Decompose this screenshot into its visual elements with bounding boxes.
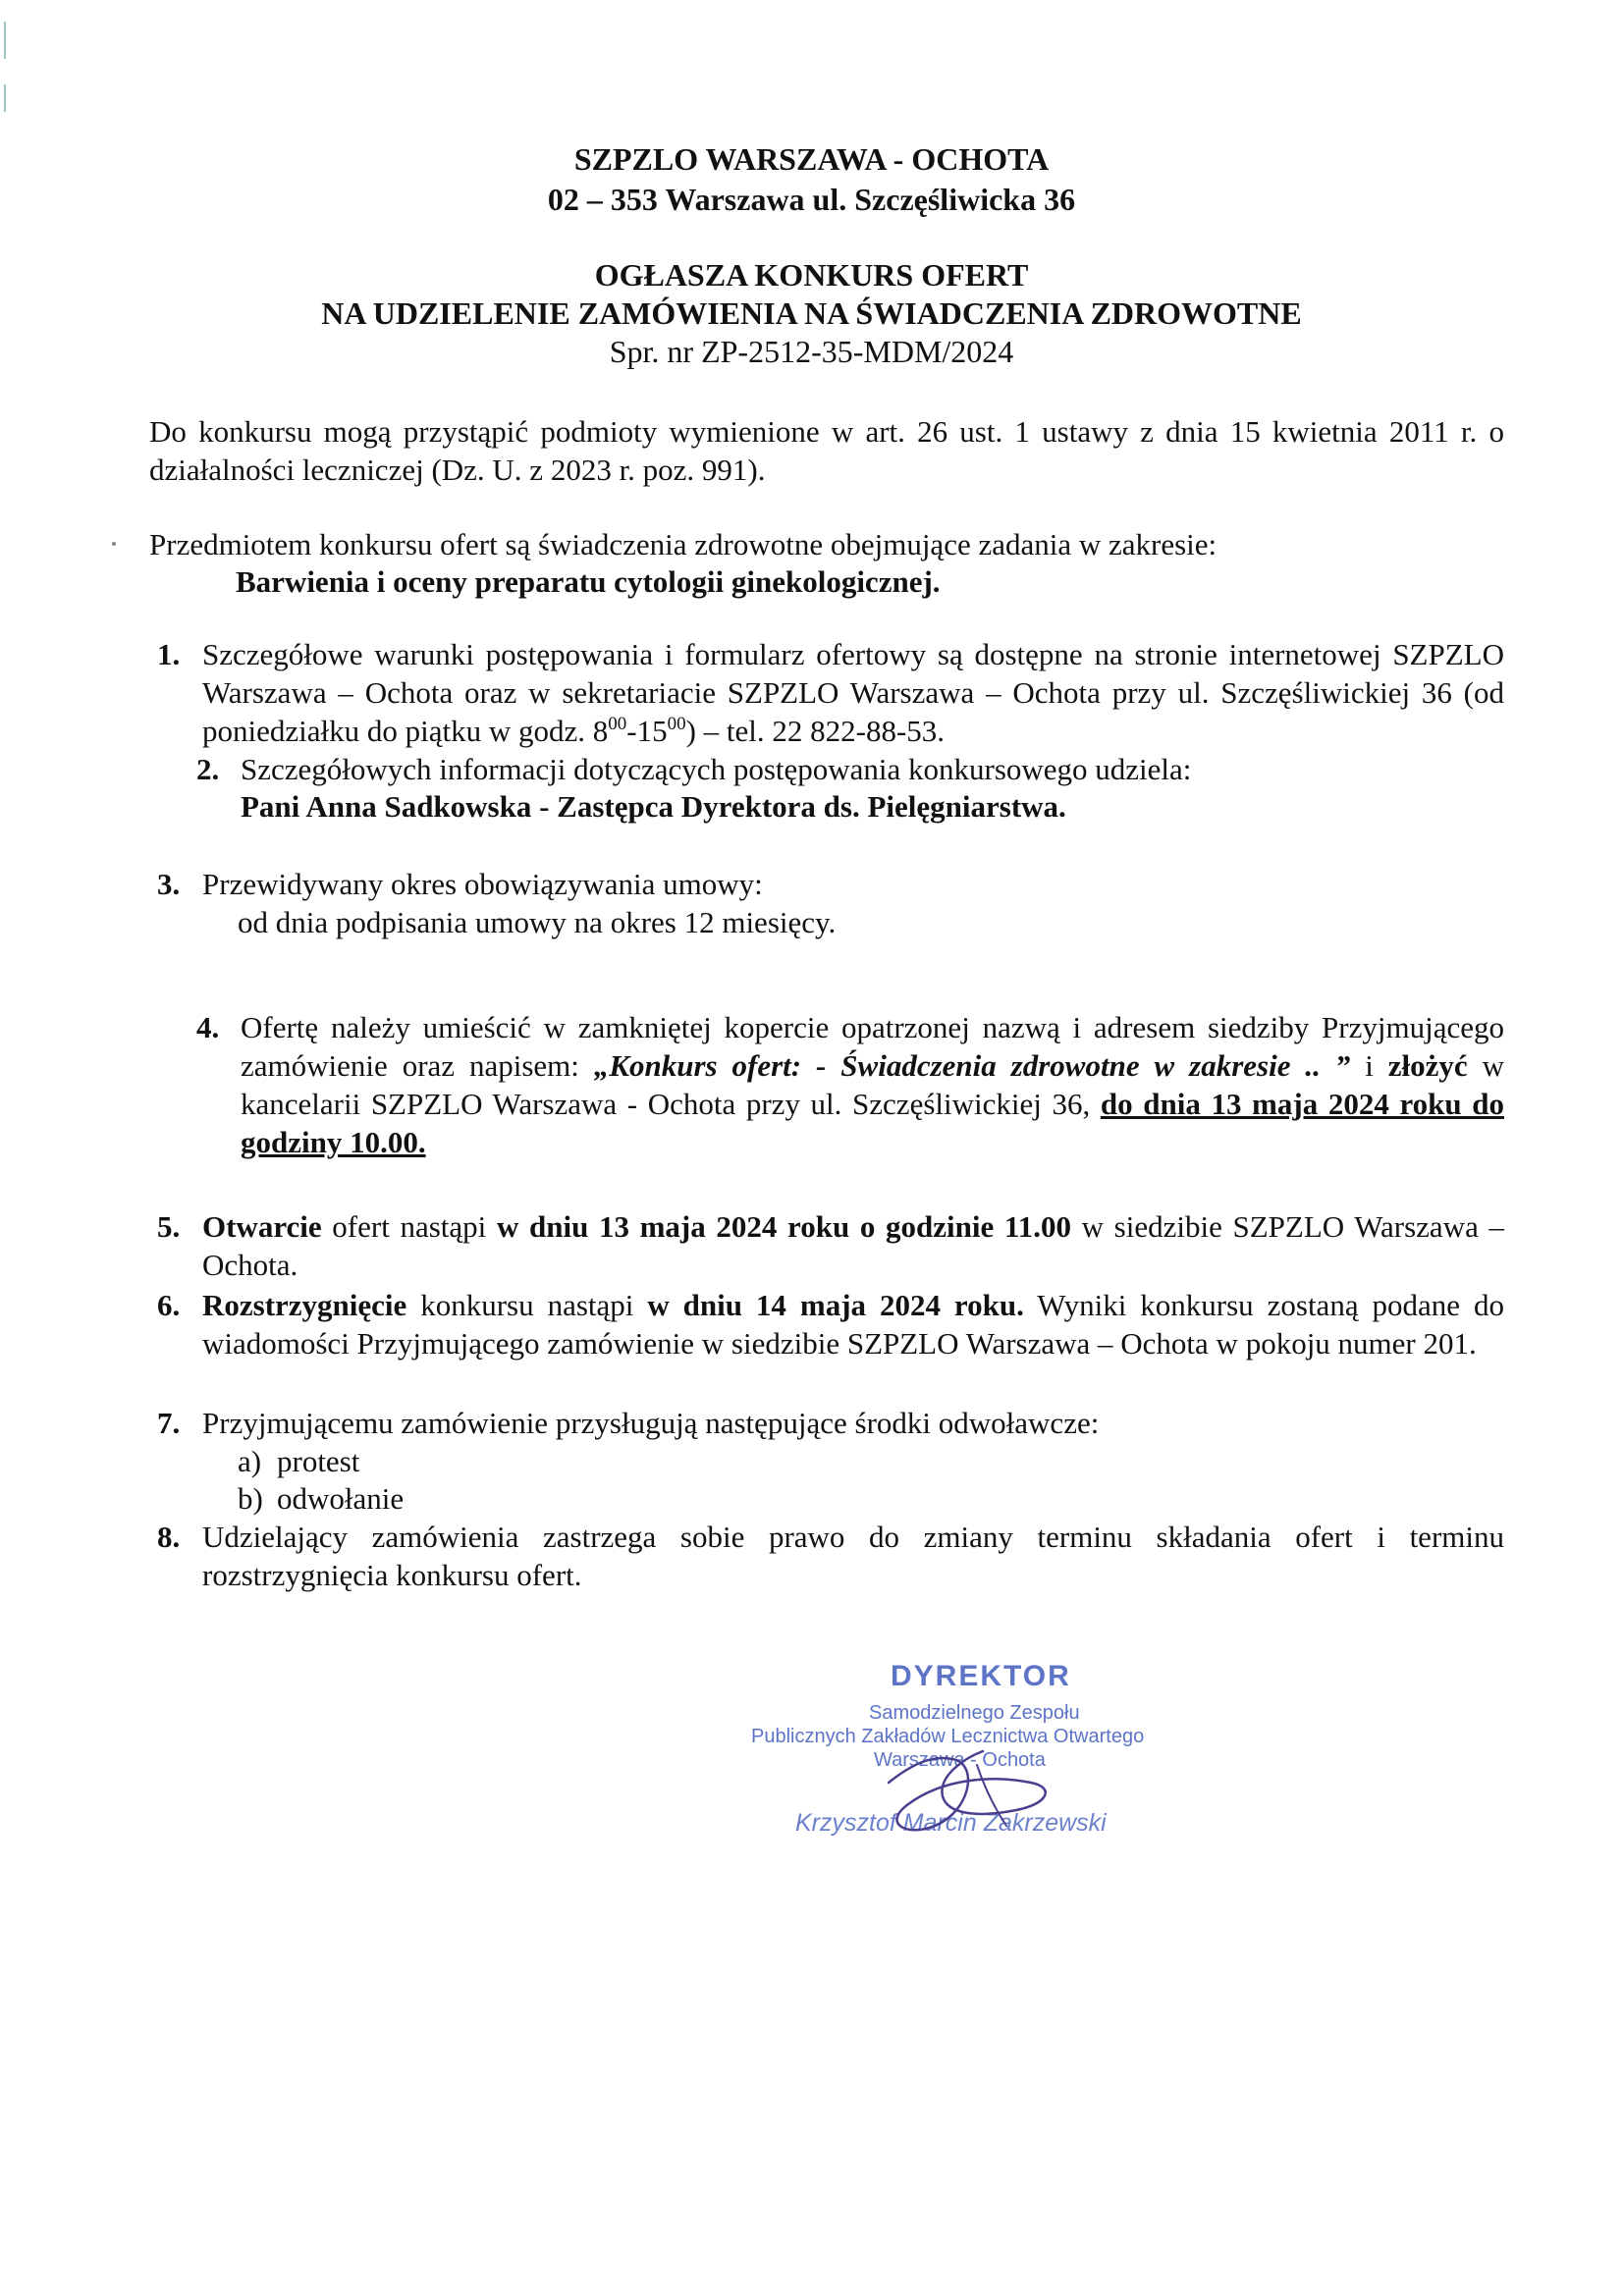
item-number: 6. <box>157 1288 181 1322</box>
submission-deadline: do dnia 13 maja 2024 roku do godziny 10.00. <box>241 1087 1504 1159</box>
item-number: 7. <box>157 1406 181 1440</box>
item-5-text: Otwarcie ofert nastąpi w dniu 13 maja 2024 roku o godzinie 11.00 w siedzibie SZPZLO Warszawa – Ochota. <box>202 1209 1504 1282</box>
item-number: 3. <box>157 867 181 901</box>
director-stamp <box>741 1657 1232 1843</box>
item-number: 1. <box>157 637 181 671</box>
item-7-text: Przyjmującemu zamówienie przysługują następujące środki odwoławcze: <box>202 1406 1100 1440</box>
scan-speck <box>112 542 116 546</box>
scan-edge-mark <box>4 22 6 59</box>
organization-address: 02 – 353 Warszawa ul. Szczęśliwicka 36 <box>547 182 1076 217</box>
item-1-text: Szczegółowe warunki postępowania i formularz ofertowy są dostępne na stronie internetowej SZPZLO Warszawa – Ochota oraz w sekretariacie SZPZLO Warszawa – Ochota przy ul. Szczęśliwickiej 36 (od poniedziałku do piątku w godz. $8^{00}-15^{00}$) – tel. 22 822-88-53. <box>202 637 1504 748</box>
sub-item-text: odwołanie <box>277 1481 405 1516</box>
item-4-text: Ofertę należy umieścić w zamkniętej kopercie opatrzonej nazwą i adresem siedziby Przyjmującego zamówienie oraz napisem: „Konkurs ofert: - Świadczenia zdrowotne w zakresie .. ” i złożyć w kancelarii SZPZLO Warszawa - Ochota przy ul. Szczęśliwickiej 36, do dnia 13 maja 2024 roku do godziny 10.00. <box>241 1010 1504 1159</box>
stamp-line: Samodzielnego Zespołu <box>869 1702 1080 1724</box>
item-3-text: Przewidywany okres obowiązywania umowy: <box>202 867 763 901</box>
eligibility-paragraph: Do konkursu mogą przystąpić podmioty wymienione w art. 26 ust. 1 ustawy z dnia 15 kwietnia 2011 r. o działalności leczniczej (Dz. U. z 2023 r. poz. 991). <box>149 414 1504 487</box>
contact-person: Pani Anna Sadkowska - Zastępca Dyrektora ds. Pielęgniarstwa. <box>241 789 1066 824</box>
item-8-text: Udzielający zamówienia zastrzega sobie prawo do zmiany terminu składania ofert i terminu rozstrzygnięcia konkursu ofert. <box>202 1520 1504 1592</box>
sub-item-label: a) <box>238 1444 262 1478</box>
stamp-line: Warszawa - Ochota <box>874 1749 1046 1771</box>
case-number: Spr. nr ZP-2512-35-MDM/2024 <box>609 334 1014 369</box>
signature-name: Krzysztof Marcin Zakrzewski <box>795 1809 1107 1837</box>
item-6-text: Rozstrzygnięcie konkursu nastąpi w dniu 14 maja 2024 roku. Wyniki konkursu zostaną podane do wiadomości Przyjmującego zamówienie w siedzibie SZPZLO Warszawa – Ochota w pokoju numer 201. <box>202 1288 1504 1361</box>
item-number: 4. <box>196 1010 220 1044</box>
contract-period: od dnia podpisania umowy na okres 12 miesięcy. <box>238 905 837 939</box>
announcement-title: OGŁASZA KONKURS OFERT <box>594 257 1029 293</box>
subject-scope: Barwienia i oceny preparatu cytologii ginekologicznej. <box>236 564 941 599</box>
item-number: 8. <box>157 1520 181 1554</box>
announcement-subtitle: NA UDZIELENIE ZAMÓWIENIA NA ŚWIADCZENIA ZDROWOTNE <box>321 295 1302 331</box>
stamp-title: DYREKTOR <box>891 1660 1071 1692</box>
item-number: 5. <box>157 1209 181 1244</box>
organization-name: SZPZLO WARSZAWA - OCHOTA <box>573 141 1050 177</box>
item-2-text: Szczegółowych informacji dotyczących postępowania konkursowego udziela: <box>241 752 1192 786</box>
item-number: 2. <box>196 752 220 786</box>
sub-item-label: b) <box>238 1481 263 1516</box>
subject-paragraph: Przedmiotem konkursu ofert są świadczenia zdrowotne obejmujące zadania w zakresie: <box>149 527 1217 561</box>
handwritten-signature <box>741 1657 1232 1843</box>
sub-item-text: protest <box>277 1444 360 1478</box>
scan-edge-mark <box>4 84 6 112</box>
stamp-line: Publicznych Zakładów Lecznictwa Otwartego <box>751 1726 1145 1747</box>
